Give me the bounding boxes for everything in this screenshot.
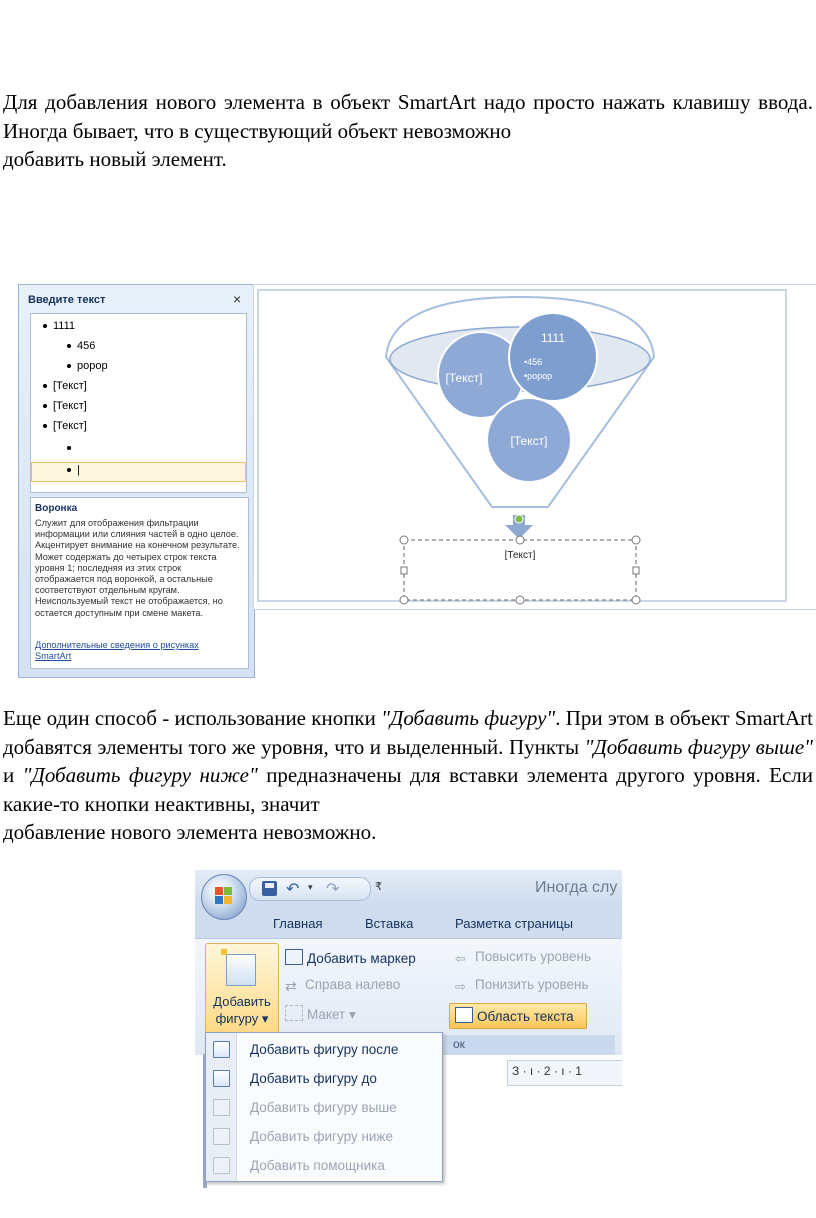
add-before-icon	[213, 1070, 230, 1087]
resize-handles[interactable]	[400, 536, 640, 604]
customize-toolbar-icon[interactable]: ₹	[375, 881, 382, 893]
add-bullet-button[interactable]	[285, 949, 416, 966]
text-pane-button[interactable]	[455, 1007, 574, 1024]
layout-label: Макет ▾	[307, 1007, 356, 1022]
list-item[interactable]	[43, 400, 87, 412]
bullet-icon	[43, 324, 47, 328]
funnel-diagram	[254, 285, 816, 609]
list-item[interactable]	[43, 380, 87, 392]
circle-top[interactable]	[509, 313, 597, 401]
bullet-icon	[67, 364, 71, 368]
bullet-icon	[43, 404, 47, 408]
smartart-screenshot	[18, 284, 816, 678]
add-shape-button[interactable]	[205, 943, 279, 1035]
rotate-handle-icon[interactable]	[515, 515, 523, 523]
result-text: [Текст]	[504, 550, 536, 561]
close-icon[interactable]: ×	[233, 291, 242, 307]
layout-button[interactable]	[285, 1005, 356, 1023]
bullet-icon	[67, 446, 71, 450]
list-item[interactable]	[67, 340, 95, 352]
group-label: ок	[453, 1037, 465, 1051]
arrow-right-icon: ⇨	[455, 979, 466, 994]
paragraph-2-emph-1: "Добавить фигуру"	[381, 706, 556, 730]
text-pane	[18, 284, 255, 678]
menu-item-label: Добавить фигуру выше	[250, 1100, 397, 1115]
ribbon-tabs	[195, 908, 622, 938]
redo-icon[interactable]: ↷	[326, 881, 340, 898]
swap-arrows-icon: ⇄	[285, 978, 297, 994]
active-line-highlight	[31, 462, 246, 482]
menu-item-label: Добавить фигуру после	[250, 1042, 399, 1057]
ruler	[507, 1060, 622, 1086]
promote-label: Повысить уровень	[475, 949, 591, 964]
office-logo-icon	[215, 887, 233, 905]
window-title: Иногда слу	[535, 879, 618, 896]
add-above-icon	[213, 1099, 230, 1116]
text-list[interactable]	[30, 313, 247, 493]
paragraph-2	[3, 704, 813, 847]
list-item-text: [Текст]	[53, 380, 87, 392]
add-assistant-icon	[213, 1157, 230, 1174]
tab-page-layout[interactable]: Разметка страницы	[455, 916, 573, 931]
menu-item-add-before[interactable]	[206, 1064, 442, 1093]
add-shape-label-1: Добавить	[213, 994, 271, 1009]
title-bar	[195, 870, 622, 908]
circle-top-sub1: •456	[524, 357, 543, 367]
add-shape-menu	[205, 1032, 443, 1182]
list-item-text: ророр	[77, 360, 108, 372]
menu-item-label: Добавить фигуру ниже	[250, 1129, 393, 1144]
description-title: Воронка	[35, 503, 78, 514]
ruler-ticks: З · ı · 2 · ı · 1	[512, 1064, 582, 1078]
right-to-left-label: Справа налево	[305, 977, 401, 992]
add-after-icon	[213, 1041, 230, 1058]
list-item-active[interactable]	[67, 464, 80, 476]
add-below-icon	[213, 1128, 230, 1145]
smartart-canvas[interactable]	[253, 284, 816, 610]
menu-item-label: Добавить фигуру до	[250, 1071, 377, 1086]
list-item[interactable]	[43, 320, 75, 332]
paragraph-2-emph-3: "Добавить фигуру ниже"	[22, 763, 258, 787]
promote-button[interactable]	[455, 949, 591, 965]
layout-description	[30, 497, 249, 669]
bullet-icon	[67, 468, 71, 472]
add-shape-label-2: фигуру ▾	[215, 1011, 269, 1026]
text-cursor: |	[77, 464, 80, 476]
result-text-box[interactable]	[404, 540, 636, 600]
menu-item-add-below[interactable]	[206, 1122, 442, 1151]
bullet-list-icon	[285, 949, 303, 965]
circle-left-text: [Текст]	[445, 371, 483, 385]
arrow-left-icon: ⇦	[455, 951, 466, 966]
undo-icon[interactable]: ↶	[286, 881, 300, 898]
paragraph-2-text-4: предназначены для вставки элемента другого уровня. Если какие-то кнопки неактивны, значит	[3, 763, 813, 816]
paragraph-1-text: Для добавления нового элемента в объект SmartArt надо просто нажать клавишу ввода. Иногда бывает, что в существующий объект невозможно	[3, 90, 813, 143]
paragraph-2-emph-2: "Добавить фигуру выше"	[584, 734, 813, 759]
group-label-bar	[445, 1035, 615, 1055]
text-pane-label: Область текста	[477, 1009, 574, 1024]
list-item-text: [Текст]	[53, 400, 87, 412]
list-item[interactable]	[43, 420, 87, 432]
undo-dropdown-icon[interactable]: ▾	[308, 882, 313, 892]
text-pane-icon	[455, 1007, 473, 1023]
text-pane-title: Введите текст	[28, 294, 106, 306]
description-body: Служит для отображения фильтрации информации или слияния частей в одно целое. Акцентирует внимание на конечном результате. Может содержать до четырех строк текста уровня 1; последняя из этих строк отображается под воронкой, а остальные соответствуют отдельным кругам. Неиспользуемый текст не отображается, но остается доступным при смене макета.	[35, 518, 240, 618]
paragraph-2-text-2: . При этом в объект SmartArt добавятся элементы того же уровня, что и выделенный. Пункты	[3, 706, 813, 759]
add-shape-icon	[226, 954, 256, 986]
paragraph-1-last: добавить новый элемент.	[3, 147, 227, 171]
list-item-text: 1111	[53, 320, 76, 332]
paragraph-2-last: добавление нового элемента невозможно.	[3, 820, 377, 844]
list-item[interactable]	[67, 360, 108, 372]
paragraph-1	[3, 88, 813, 174]
save-icon[interactable]	[262, 881, 277, 896]
bullet-icon	[43, 424, 47, 428]
tab-insert[interactable]: Вставка	[365, 916, 414, 931]
list-item-text: [Текст]	[53, 420, 87, 432]
menu-item-add-assistant[interactable]	[206, 1151, 442, 1180]
paragraph-2-text-1: Еще один способ - использование кнопки	[3, 706, 382, 730]
bullet-icon	[43, 384, 47, 388]
add-bullet-label: Добавить маркер	[307, 951, 416, 966]
menu-item-add-after[interactable]	[206, 1035, 442, 1064]
bullet-icon	[67, 344, 71, 348]
circle-bottom-text: [Текст]	[510, 434, 548, 448]
demote-button[interactable]	[455, 977, 589, 993]
menu-item-label: Добавить помощника	[250, 1158, 385, 1173]
more-info-link[interactable]: Дополнительные сведения о рисунках SmartArt	[35, 640, 199, 662]
tab-home[interactable]: Главная	[273, 916, 323, 931]
circle-top-sub2: •ророр	[524, 371, 553, 381]
office-button[interactable]	[201, 874, 247, 920]
ribbon-screenshot	[195, 870, 622, 1188]
circle-top-title: 1111	[540, 331, 566, 345]
quick-access-toolbar	[249, 877, 371, 901]
org-chart-icon	[285, 1005, 303, 1021]
demote-label: Понизить уровень	[475, 977, 589, 992]
list-item[interactable]	[67, 442, 77, 454]
list-item-text: 456	[77, 340, 96, 352]
right-to-left-button[interactable]	[285, 977, 400, 992]
paragraph-2-text-3: и	[3, 763, 23, 787]
menu-item-add-above[interactable]	[206, 1093, 442, 1122]
